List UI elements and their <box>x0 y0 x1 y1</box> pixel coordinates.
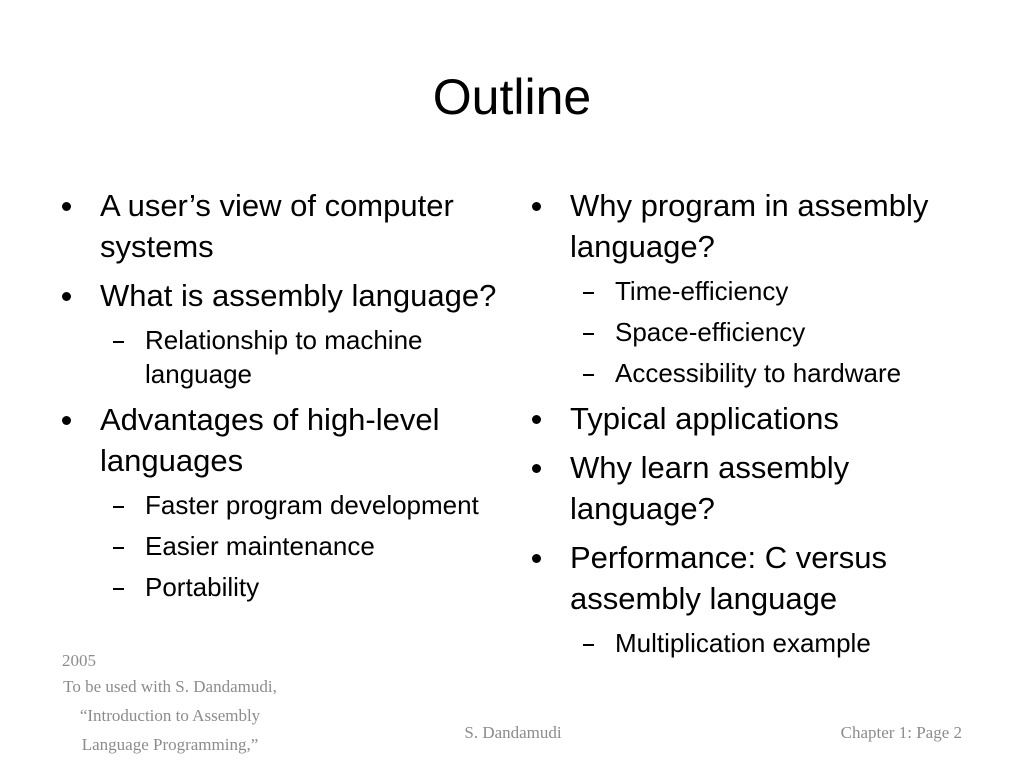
sub-bullet-item <box>145 488 510 522</box>
bullet-icon <box>532 554 541 563</box>
sub-bullet-text: Relationship to machine language <box>145 325 423 389</box>
bullet-text: Why program in assembly language? <box>570 188 929 264</box>
bullet-item <box>100 399 510 481</box>
bullet-item <box>100 185 510 267</box>
sub-bullet-text: Easier maintenance <box>145 531 375 561</box>
dash-icon <box>113 588 124 590</box>
footer-source-line: “Introduction to Assembly <box>79 706 261 725</box>
footer-author: S. Dandamudi <box>464 723 562 742</box>
footer-page-number: Chapter 1: Page 2 <box>840 723 962 742</box>
footer-source-line: To be used with S. Dandamudi, <box>63 677 277 696</box>
bullet-text: Performance: C versus assembly language <box>570 540 887 616</box>
bullet-item <box>570 185 980 267</box>
sub-bullet-item <box>615 356 980 390</box>
bullet-text: Typical applications <box>570 401 839 436</box>
bullet-icon <box>62 292 71 301</box>
sub-bullet-item <box>615 274 980 308</box>
footer-source <box>58 672 282 759</box>
bullet-item <box>570 398 980 439</box>
right-column <box>570 185 980 660</box>
bullet-icon <box>62 416 71 425</box>
dash-icon <box>113 506 124 508</box>
bullet-icon <box>532 415 541 424</box>
footer-date: 2005 <box>62 651 96 670</box>
dash-icon <box>583 374 594 376</box>
sub-bullet-item <box>145 570 510 604</box>
sub-bullet-item <box>615 315 980 349</box>
sub-bullet-text: Accessibility to hardware <box>615 358 902 388</box>
bullet-text: Advantages of high-level languages <box>100 402 440 478</box>
sub-bullet-item <box>145 323 510 391</box>
dash-icon <box>113 341 124 343</box>
sub-bullet-text: Time-efficiency <box>615 276 789 306</box>
sub-bullet-item <box>615 626 980 660</box>
bullet-item <box>100 275 510 316</box>
sub-bullet-item <box>145 529 510 563</box>
bullet-text: Why learn assembly language? <box>570 450 850 526</box>
bullet-icon <box>532 202 541 211</box>
slide-title: Outline <box>432 69 592 125</box>
bullet-icon <box>532 464 541 473</box>
sub-bullet-text: Space-efficiency <box>615 317 806 347</box>
left-column <box>100 185 510 604</box>
sub-bullet-text: Portability <box>145 572 260 602</box>
footer-source-line: Language Programming,” <box>81 735 259 754</box>
bullet-item <box>570 537 980 619</box>
sub-bullet-text: Faster program development <box>145 490 479 520</box>
bullet-item <box>570 447 980 529</box>
dash-icon <box>113 547 124 549</box>
dash-icon <box>583 333 594 335</box>
dash-icon <box>583 644 594 646</box>
bullet-text: A user’s view of computer systems <box>100 188 454 264</box>
bullet-text: What is assembly language? <box>100 278 497 313</box>
dash-icon <box>583 292 594 294</box>
sub-bullet-text: Multiplication example <box>615 628 871 658</box>
bullet-icon <box>62 202 71 211</box>
